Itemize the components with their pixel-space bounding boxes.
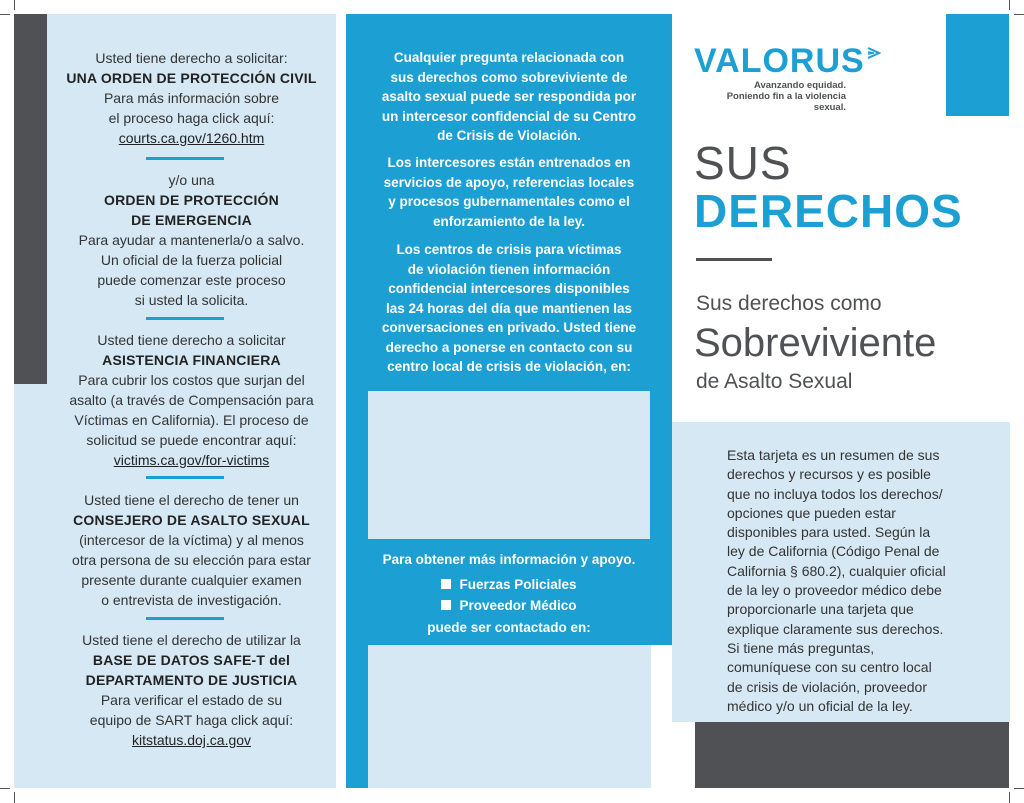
- paragraph-line: enforzamiento de la ley.: [432, 213, 586, 229]
- section-intro: Usted tiene el derecho de tener un: [84, 492, 299, 508]
- section-text: puede comenzar este proceso: [97, 272, 286, 288]
- rights-list: [47, 14, 336, 788]
- paragraph-line: conversaciones en privado. Usted tiene: [381, 320, 637, 335]
- section-heading: DEPARTAMENTO DE JUSTICIA: [85, 672, 298, 688]
- paragraph-line: centro local de crisis de violación, en:: [387, 359, 631, 374]
- title-line-1: SUS: [694, 137, 792, 189]
- title-line-2: DERECHOS: [694, 185, 963, 237]
- section-divider: [146, 317, 224, 320]
- kitstatus-link[interactable]: kitstatus.doj.ca.gov: [131, 732, 252, 748]
- section-text: el proceso haga click aquí:: [108, 110, 275, 126]
- logo-tagline-2: Poniendo fin a la violencia sexual.: [726, 91, 846, 113]
- paragraph-line: de Crisis de Violación.: [437, 128, 581, 143]
- civil-protection-order-section: [47, 48, 336, 148]
- section-text: Para más información sobre: [103, 90, 280, 106]
- crop-mark: [1009, 792, 1010, 803]
- crop-mark: [14, 0, 15, 10]
- logo-name: VALORUS: [694, 42, 865, 80]
- courts-link[interactable]: courts.ca.gov/1260.htm: [118, 130, 265, 146]
- logo-tagline-1: Avanzando equidad.: [753, 80, 846, 91]
- summary-line: de crisis de violación, proveedor: [727, 678, 927, 695]
- title-divider: [696, 258, 772, 261]
- section-text: si usted la solicita.: [134, 292, 249, 308]
- section-text: Para cubrir los costos que surjan del: [78, 372, 305, 388]
- subtitle-line-2: Sobreviviente: [694, 321, 937, 365]
- more-info-block: [346, 550, 672, 637]
- section-intro: Usted tiene derecho a solicitar: [97, 332, 286, 348]
- section-text: (intercesor de la víctima) y al menos: [79, 532, 304, 548]
- summary-line: médico y/o un oficial de la ley.: [727, 697, 913, 714]
- crop-mark: [1014, 14, 1024, 15]
- crisis-center-paragraph: [346, 240, 672, 377]
- emergency-protection-order-section: [47, 170, 336, 310]
- summary-line: Si tiene más preguntas,: [727, 639, 875, 656]
- crop-mark: [0, 788, 10, 789]
- summary-line: de la ley o proveedor médico debe: [727, 582, 942, 599]
- summary-line: California § 680.2), cualquier oficial: [727, 562, 946, 579]
- more-info-heading: Para obtener más información y apoyo.: [382, 552, 636, 567]
- paragraph-line: Cualquier pregunta relacionada con: [393, 50, 625, 65]
- section-text: Víctimas en California). El proceso de: [74, 412, 309, 428]
- paragraph-line: sus derechos como sobreviviente de: [390, 69, 628, 85]
- cover-blue-block: [946, 14, 1009, 116]
- subtitle-line-3: de Asalto Sexual: [696, 370, 853, 393]
- rape-crisis-center-blank-box: [368, 391, 650, 539]
- paragraph-line: Los centros de crisis para víctimas: [396, 242, 622, 257]
- contact-blank-box: [368, 645, 651, 788]
- summary-line: Esta tarjeta es un resumen de sus: [727, 447, 940, 463]
- paragraph-line: un intercesor confidencial de su Centro: [381, 108, 637, 124]
- crop-mark: [1014, 788, 1024, 789]
- paragraph-line: confidencial intercesores disponibles: [388, 281, 630, 296]
- paragraph-line: asalto sexual puede ser respondida por: [381, 89, 637, 104]
- paragraph-line: de violación tienen información: [407, 261, 611, 277]
- option-law-enforcement[interactable]: [346, 575, 672, 595]
- option-label: Fuerzas Policiales: [459, 576, 577, 592]
- summary-line: disponibles para usted. Según la: [727, 524, 931, 541]
- section-intro: Usted tiene el derecho de utilizar la: [82, 632, 301, 648]
- section-text: o entrevista de investigación.: [101, 592, 282, 608]
- safe-t-database-section: [47, 630, 336, 750]
- crop-mark: [14, 792, 15, 803]
- summary-line: ley de California (Código Penal de: [727, 543, 940, 560]
- summary-line: derechos y recursos y es posible: [727, 466, 931, 483]
- left-dark-strip: [14, 14, 47, 384]
- section-text: equipo de SART haga click aquí:: [89, 712, 294, 728]
- paragraph-line: las 24 horas del día que mantienen las: [385, 300, 633, 316]
- option-medical-provider[interactable]: [346, 596, 672, 616]
- contact-label: puede ser contactado en:: [427, 619, 591, 635]
- section-heading: ORDEN DE PROTECCIÓN: [104, 192, 279, 208]
- section-text: Para verificar el estado de su: [100, 692, 283, 708]
- section-text: solicitud se puede encontrar aquí:: [86, 432, 297, 448]
- logo-wordmark: [694, 44, 884, 78]
- summary-line: proporcionarle una tarjeta que: [727, 601, 914, 618]
- section-text: otra persona de su elección para estar: [72, 552, 311, 568]
- paragraph-line: Los intercesores están entrenados en: [387, 155, 631, 170]
- victims-link[interactable]: victims.ca.gov/for-victims: [113, 452, 270, 468]
- checkbox-icon[interactable]: [441, 579, 451, 589]
- summary-line: que no incluya todos los derechos/: [727, 485, 943, 502]
- section-divider: [146, 476, 224, 479]
- valorus-logo: [694, 42, 884, 113]
- section-intro: y/o una: [168, 172, 215, 188]
- financial-assistance-section: [47, 330, 336, 470]
- paragraph-line: derecho a ponerse en contacto con su: [385, 339, 633, 355]
- crop-mark: [1009, 0, 1010, 10]
- section-intro: Usted tiene derecho a solicitar:: [95, 50, 288, 66]
- sexual-assault-counselor-section: [47, 490, 336, 610]
- section-text: presente durante cualquier examen: [81, 572, 302, 588]
- summary-line: opciones que pueden estar: [727, 504, 896, 521]
- summary-line: explique claramente sus derechos.: [727, 620, 944, 637]
- section-heading: CONSEJERO DE ASALTO SEXUAL: [73, 512, 310, 528]
- paragraph-line: servicios de apoyo, referencias locales: [383, 174, 635, 190]
- section-divider: [146, 617, 224, 620]
- checkbox-icon[interactable]: [441, 600, 451, 610]
- training-paragraph: [346, 153, 672, 231]
- option-label: Proveedor Médico: [459, 598, 577, 613]
- card-summary-text: [727, 446, 977, 716]
- section-heading: BASE DE DATOS SAFE-T del: [92, 652, 291, 668]
- section-heading: ASISTENCIA FINANCIERA: [102, 352, 281, 368]
- section-text: asalto (a través de Compensación para: [69, 392, 314, 408]
- section-heading: UNA ORDEN DE PROTECCIÓN CIVIL: [66, 70, 317, 86]
- cover-dark-footer: [695, 722, 1009, 788]
- section-text: Para ayudar a mantenerla/o a salvo.: [78, 232, 305, 248]
- advocate-paragraph: [346, 48, 672, 146]
- paragraph-line: y procesos gubernamentales como el: [388, 194, 630, 209]
- section-text: Un oficial de la fuerza policial: [100, 252, 283, 268]
- crop-mark: [0, 14, 10, 15]
- section-divider: [146, 157, 224, 160]
- subtitle-line-1: Sus derechos como: [696, 292, 882, 315]
- summary-line: comuníquese con su centro local: [727, 659, 932, 676]
- section-heading: DE EMERGENCIA: [131, 212, 252, 228]
- logo-chevron-icon: [867, 46, 881, 60]
